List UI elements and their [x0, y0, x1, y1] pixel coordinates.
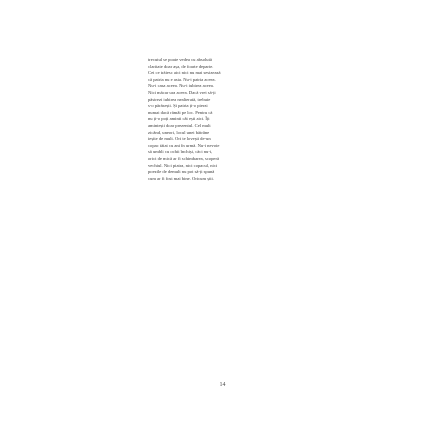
text-line-9: numai dacă rămâi pe loc. Pentru că	[148, 109, 213, 115]
text-line-10: nu ți-o poți aminti cât ești aici. Îți	[148, 116, 210, 122]
body-text	[148, 57, 318, 182]
text-line-15: să umbli cu ochii închiși, căci nu-i,	[148, 149, 213, 155]
text-line-4: că patria nu e asta. Nu-i patria aceea.	[148, 76, 216, 82]
text-line-13: ieșite de mult. Ori te lovești de-un	[148, 136, 211, 142]
text-line-8: s-o părăsești. Și patria ți-o pierzi	[148, 103, 208, 109]
text-line-7: păstrezi iubirea nealterată, trebuie	[148, 96, 211, 102]
text-line-17: vechiul. Nici piatra, nici copacul, nici	[148, 162, 218, 168]
text-line-16: orict de mică ar fi schimbarea, scoperă	[148, 155, 220, 161]
text-line-6: Nici măcar ura aceea. Dacă vrei să-ți	[148, 89, 216, 95]
text-line-12: zicând, uneori, locul unei bătrâne	[148, 129, 210, 135]
text-line-2: claritate doar așa, de foarte departe.	[148, 63, 214, 69]
text-line-18: poezile de demult nu pot să-ți spună	[148, 169, 215, 175]
text-line-3: Cei ce trăiesc aici nici nu mai sesizează	[148, 70, 221, 76]
text-line-1: trecutul se poate vedea cu absolută	[148, 57, 212, 62]
text-line-5: Nu-i casa aceea. Nu-i iubirea aceea.	[148, 83, 214, 89]
text-line-19: cum ar fi fost mai bine. Oricum știi.	[148, 175, 214, 181]
page-number: 14	[219, 382, 226, 388]
text-line-11: amintești doar prezentul. Cel mult	[148, 122, 211, 128]
text-line-14: copac tăiat cu ani în urmă. Nu-i nevoie	[148, 142, 220, 148]
